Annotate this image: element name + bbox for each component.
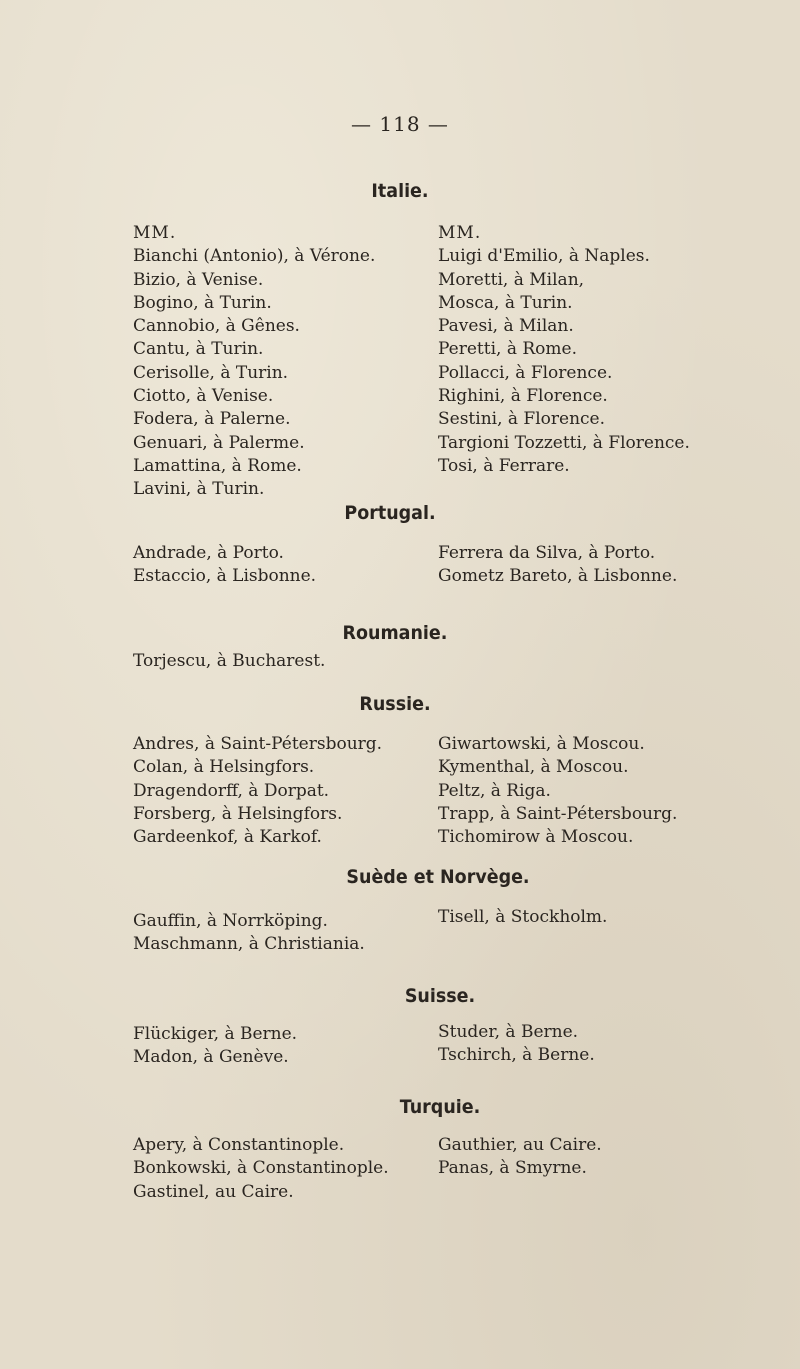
portugal-left-column	[133, 542, 316, 589]
list-item: Cerisolle, à Turin.	[133, 362, 289, 383]
list-item: Bonkowski, à Constantinople.	[133, 1158, 389, 1179]
section-heading-roumanie: Roumanie.	[342, 622, 448, 644]
list-item: Madon, à Genève.	[133, 1047, 289, 1068]
list-item: Peltz, à Riga.	[438, 780, 551, 801]
list-item: Mosca, à Turin.	[438, 292, 573, 313]
roumanie-left-column	[133, 650, 325, 673]
list-item: Tichomirow à Moscou.	[438, 827, 634, 848]
list-item: Tisell, à Stockholm.	[438, 907, 608, 927]
section-heading-suisse: Suisse.	[404, 985, 476, 1007]
list-item: Lamattina, à Rome.	[133, 455, 302, 476]
portugal-right-column	[438, 542, 677, 589]
list-item: Flückiger, à Berne.	[133, 1024, 298, 1044]
list-item: Andres, à Saint-Pétersbourg.	[133, 734, 383, 754]
list-item: Gometz Bareto, à Lisbonne.	[438, 566, 678, 587]
list-item: Trapp, à Saint-Pétersbourg.	[438, 803, 678, 824]
list-item: Estaccio, à Lisbonne.	[133, 566, 317, 587]
list-item: Bogino, à Turin.	[133, 292, 272, 313]
suede-right-column	[438, 906, 607, 929]
list-item: Dragendorff, à Dorpat.	[133, 780, 330, 801]
list-item: Ferrera da Silva, à Porto.	[438, 543, 656, 563]
turquie-right-column	[438, 1134, 602, 1181]
list-item: Cantu, à Turin.	[133, 339, 264, 360]
italie-right-column	[438, 222, 690, 478]
list-item: MM.	[438, 223, 482, 243]
list-item: Panas, à Smyrne.	[438, 1158, 587, 1179]
list-item: Andrade, à Porto.	[133, 543, 284, 563]
section-heading-portugal: Portugal.	[344, 502, 436, 524]
list-item: Gardeenkof, à Karkof.	[133, 827, 322, 848]
list-item: Colan, à Helsingfors.	[133, 757, 315, 778]
list-item: Ciotto, à Venise.	[133, 386, 274, 407]
list-item: Kymenthal, à Moscou.	[438, 757, 629, 778]
list-item: Moretti, à Milan,	[438, 269, 585, 290]
section-heading-russie: Russie.	[359, 693, 431, 715]
page-number: — 118 —	[351, 112, 449, 136]
russie-right-column	[438, 733, 677, 849]
list-item: Tschirch, à Berne.	[438, 1045, 595, 1066]
suisse-left-column	[133, 1023, 297, 1070]
list-item: Sestini, à Florence.	[438, 409, 606, 430]
list-item: Targioni Tozzetti, à Florence.	[438, 432, 690, 453]
list-item: Pollacci, à Florence.	[438, 362, 613, 383]
section-heading-suede-norvege: Suède et Norvège.	[346, 866, 530, 888]
italie-left-column	[133, 222, 375, 502]
list-item: Giwartowski, à Moscou.	[438, 734, 645, 754]
russie-left-column	[133, 733, 382, 849]
list-item: Maschmann, à Christiania.	[133, 934, 365, 955]
list-item: Gauffin, à Norrköping.	[133, 911, 328, 931]
section-heading-italie: Italie.	[371, 180, 429, 202]
list-item: Bianchi (Antonio), à Vérone.	[133, 246, 376, 267]
suede-left-column	[133, 910, 365, 957]
turquie-left-column	[133, 1134, 389, 1204]
list-item: Pavesi, à Milan.	[438, 316, 574, 337]
list-item: Luigi d'Emilio, à Naples.	[438, 246, 650, 267]
list-item: Cannobio, à Gênes.	[133, 316, 300, 337]
list-item: MM.	[133, 223, 177, 243]
list-item: Torjescu, à Bucharest.	[133, 651, 326, 671]
list-item: Genuari, à Palerme.	[133, 432, 305, 453]
suisse-right-column	[438, 1021, 595, 1068]
list-item: Fodera, à Palerne.	[133, 409, 291, 430]
list-item: Lavini, à Turin.	[133, 479, 265, 500]
list-item: Tosi, à Ferrare.	[438, 455, 570, 476]
list-item: Peretti, à Rome.	[438, 339, 577, 360]
list-item: Gauthier, au Caire.	[438, 1135, 602, 1155]
list-item: Bizio, à Venise.	[133, 269, 264, 290]
list-item: Forsberg, à Helsingfors.	[133, 803, 343, 824]
list-item: Gastinel, au Caire.	[133, 1181, 294, 1202]
list-item: Apery, à Constantinople.	[133, 1135, 345, 1155]
list-item: Studer, à Berne.	[438, 1022, 579, 1042]
list-item: Righini, à Florence.	[438, 386, 608, 407]
section-heading-turquie: Turquie.	[399, 1096, 481, 1118]
